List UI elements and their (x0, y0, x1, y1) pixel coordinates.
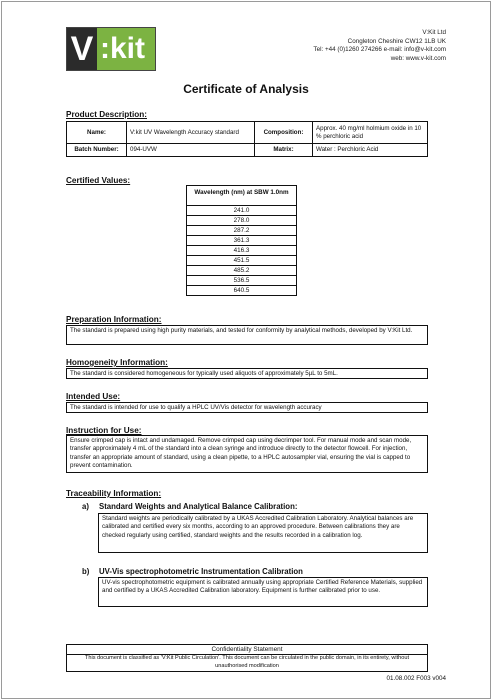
name-value: V:kit UV Wavelength Accuracy standard (127, 122, 255, 144)
instruction-text: Ensure crimped cap is intact and undamaged. Remove crimped cap using decrimper tool. For manual mode and scan mode, transfer approximately 4 mL of the standard into a clean syringe and introduce directly to the detector flowcell. For injection, transfer an appropriate amount of standard, using a clean pipette, to a HPLC autosampler vial, ensuring the vial is capped to prevent contamination. (66, 435, 428, 473)
matrix-value: Water : Perchloric Acid (313, 144, 428, 157)
uvvis-calibration-title: UV-Vis spectrophotometric Instrumentation Calibration (99, 567, 303, 576)
standard-weights-title: Standard Weights and Analytical Balance Calibration: (99, 502, 298, 511)
page-title: Certificate of Analysis (183, 82, 309, 96)
composition-value: Approx. 40 mg/ml holmium oxide in 10 % perchloric acid (313, 122, 428, 144)
product-table (66, 121, 428, 157)
homogeneity-heading: Homogeneity Information: (66, 358, 168, 367)
wavelength-value: 416.3 (187, 246, 297, 256)
confidentiality-text: This document is classified as 'V:Kit Public Circulation'. This document can be circulated in the public domain, in its entirety, without unauthorised modification (66, 654, 428, 672)
document-code: 01.08.002 F003 v004 (386, 675, 446, 682)
composition-label: Composition: (255, 122, 313, 144)
standard-weights-heading (82, 502, 297, 511)
wavelength-value: 361.3 (187, 236, 297, 246)
batch-value: 094-UVW (127, 144, 255, 157)
item-letter-a: a) (82, 502, 89, 511)
certified-values-table (186, 185, 297, 296)
product-heading: Product Description: (66, 110, 147, 119)
logo-kit: :kit (97, 28, 155, 70)
wavelength-value: 640.5 (187, 286, 297, 296)
instruction-heading: Instruction for Use: (66, 426, 142, 435)
batch-label: Batch Number: (67, 144, 127, 157)
certified-heading: Certified Values: (66, 176, 131, 185)
logo-v: V (67, 28, 97, 70)
wavelength-value: 287.2 (187, 226, 297, 236)
wavelength-column-header: Wavelength (nm) at SBW 1.0nm (187, 186, 297, 206)
uvvis-calibration-heading (82, 567, 303, 576)
matrix-label: Matrix: (255, 144, 313, 157)
company-location: Congleton Cheshire CW12 1LB UK (347, 37, 446, 45)
wavelength-value: 451.5 (187, 256, 297, 266)
intended-text: The standard is intended for use to qualify a HPLC UV/Vis detector for wavelength accuracy (66, 402, 428, 413)
wavelength-value: 485.2 (187, 266, 297, 276)
uvvis-calibration-text: UV-vis spectrophotometric equipment is calibrated annually using appropriate Certified Reference Materials, supplied and certified by a UKAS Accredited Calibration laboratory. Equipment is further calibrated prior to use. (98, 577, 428, 607)
company-name: V:Kit Ltd (422, 29, 446, 36)
wavelength-value: 241.0 (187, 206, 297, 216)
wavelength-value: 278.0 (187, 216, 297, 226)
company-address (313, 29, 446, 63)
standard-weights-text: Standard weights are periodically calibrated by a UKAS Accredited Calibration Laboratory. Analytical balances are calibrated and certified every six months, according to an approved procedure. Between calibrations they are checked regularly using certified, standard weights and the results recorded in a calibration log. (98, 513, 428, 553)
intended-heading: Intended Use: (66, 392, 121, 401)
item-letter-b: b) (82, 567, 90, 576)
wavelength-value: 536.5 (187, 276, 297, 286)
company-contact: Tel: +44 (0)1260 274266 e-mail: info@v-kit.com (313, 46, 446, 53)
company-web: web: www.v-kit.com (390, 54, 446, 62)
preparation-heading: Preparation Information: (66, 315, 162, 324)
homogeneity-text: The standard is considered homogeneous for typically used aliquots of approximately 5µL to 5mL. (66, 368, 428, 379)
confidentiality-title: Confidentiality Statement (66, 644, 428, 655)
vkit-logo (66, 27, 156, 71)
traceability-heading: Traceability Information: (66, 489, 162, 498)
name-label: Name: (67, 122, 127, 144)
preparation-text: The standard is prepared using high purity materials, and tested for conformity by analytical methods, developed by V:Kit Ltd. (66, 325, 428, 345)
